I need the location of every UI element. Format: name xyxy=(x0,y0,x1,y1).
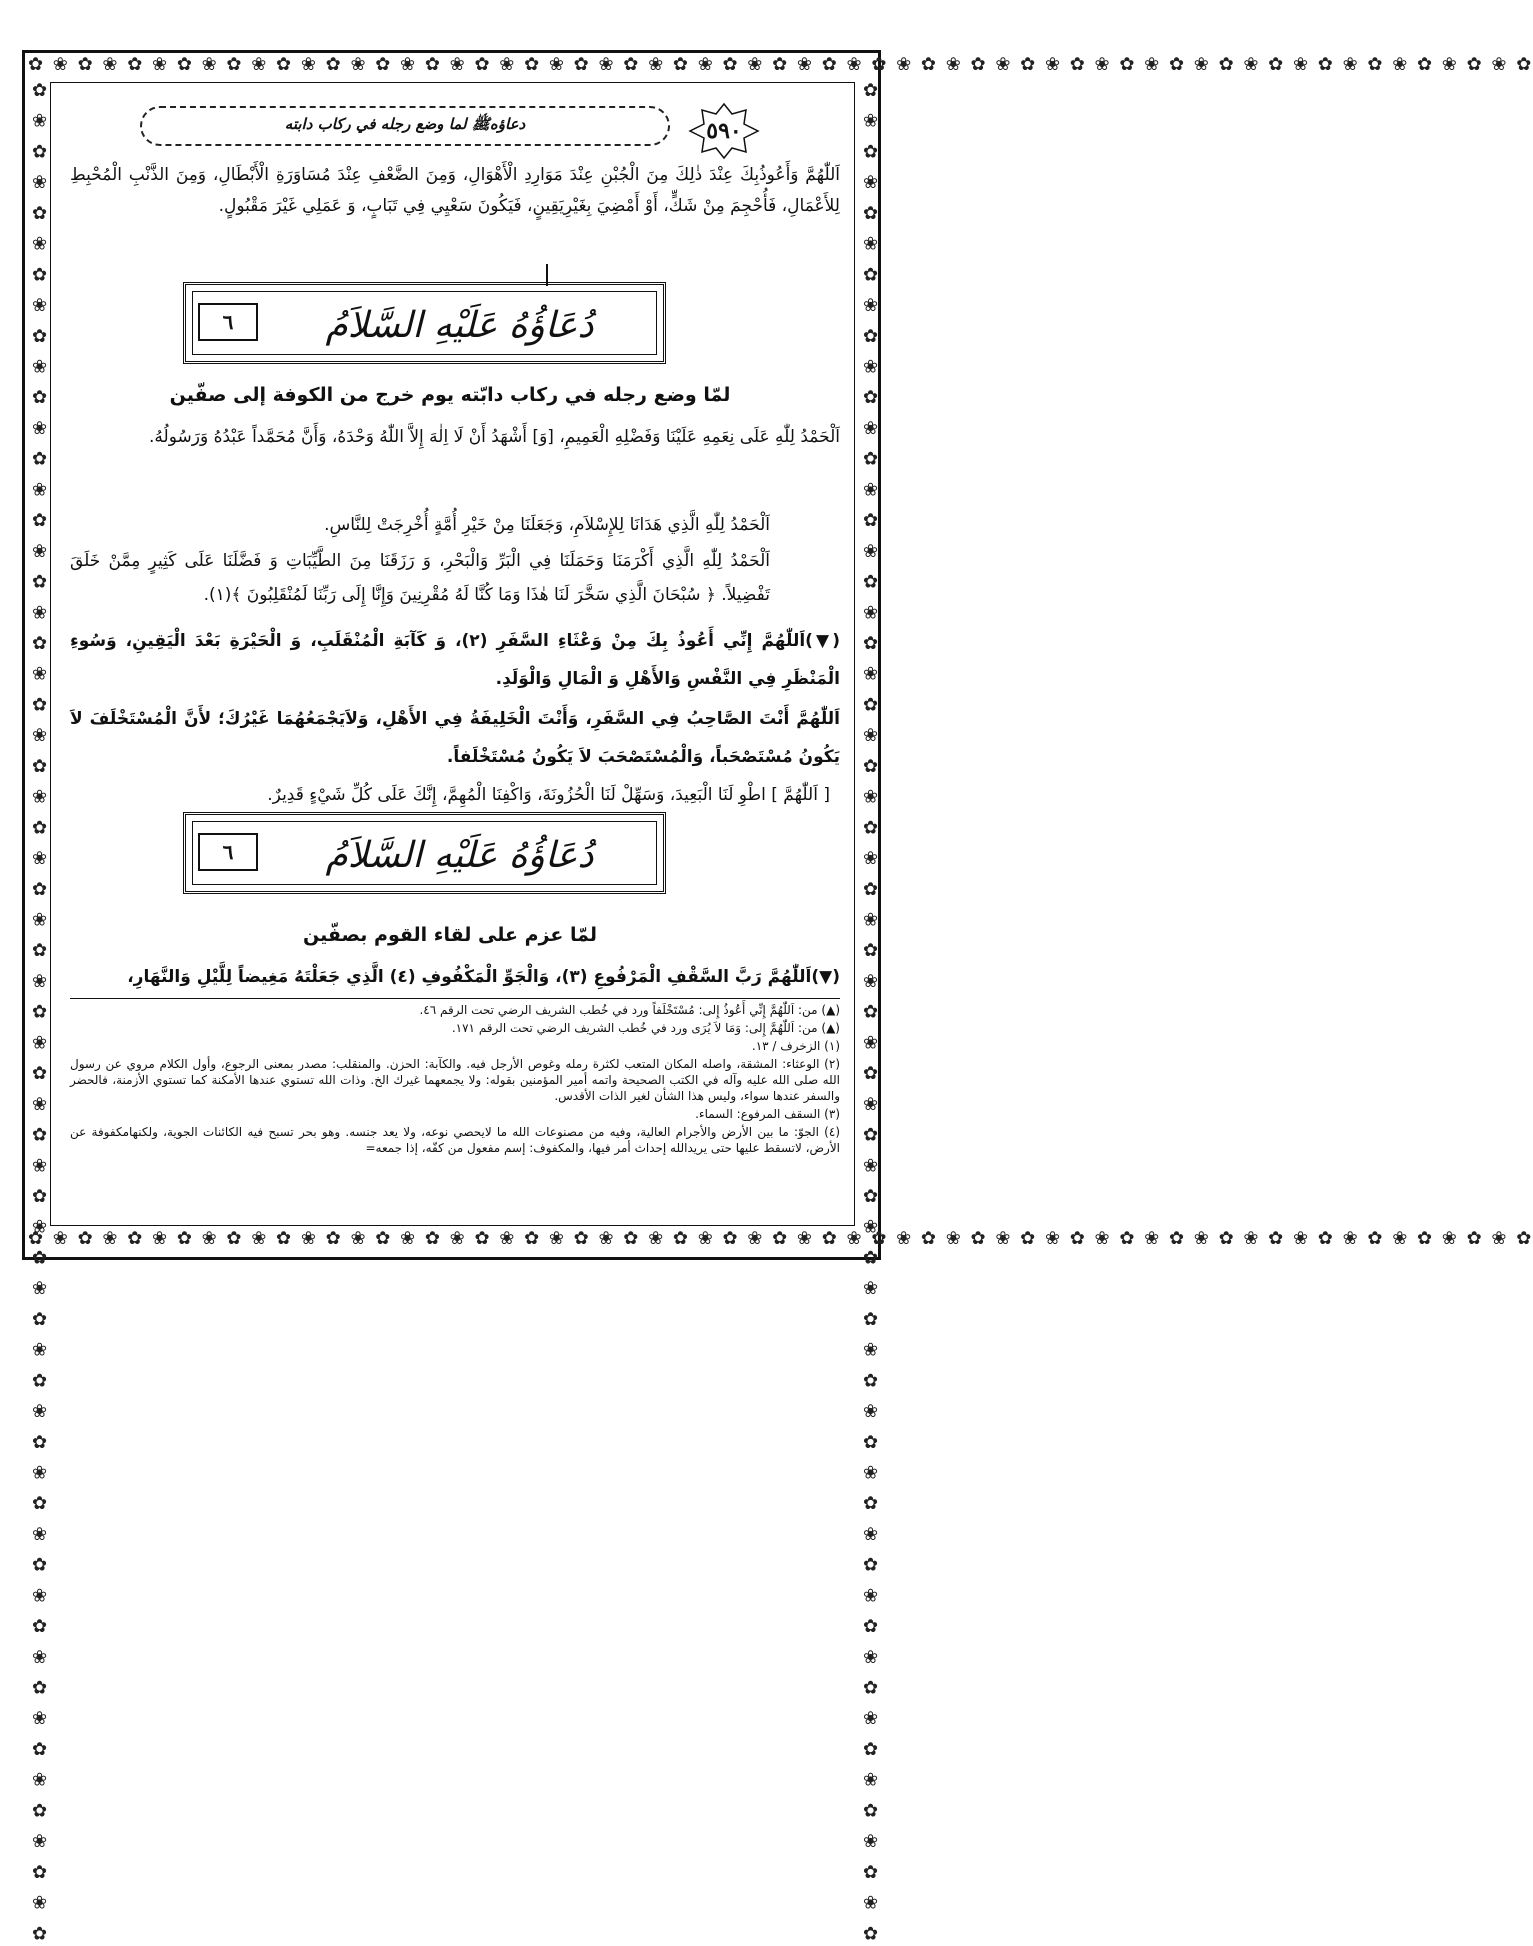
paragraph-5: (▼)اَللّٰهُمَّ إِنِّي أَعُوذُ بِكَ مِنْ وَعْثَاءِ السَّفَرِ (٢)، وَ كَآبَةِ الْمُنْقَلَبِ، وَ الْحَيْرَةِ بَعْدَ الْيَقِينِ، وَسُوءِ الْمَنْظَرِ فِي النَّفْسِ وَالأَهْلِ وَ الْمَالِ وَالْوَلَدِ. xyxy=(70,631,841,689)
footnote-item: (٤) الجوّ: ما بين الأرض والأجرام العالية، وفيه من مصنوعات الله ما لايحصي نوعه، ولا يعد جنسه. وهو بحر تسبح فيه الكائنات الجوية، ولكنهامكفوفة عن الأرض، لاتسقط عليها حتى يريدالله إحداث أمر فيها، والمكفوف: إسم مفعول من كفّه، إذا جمعه= xyxy=(70,1125,840,1155)
section-number: ٦ xyxy=(198,303,258,341)
paragraph-6: اَللّٰهُمَّ أَنْتَ الصَّاحِبُ فِي السَّفَرِ، وَأَنْتَ الْخَلِيفَةُ فِي الأَهْلِ، وَلاَيَجْمَعُهُمَا غَيْرُكَ؛ لأَنَّ الْمُسْتَخْلَفَ لاَ يَكُونُ مُسْتَصْحَباً، وَالْمُسْتَصْحَبَ لاَ يَكُونُ مُسْتَخْلَفاً. xyxy=(70,709,840,767)
footnote-item: (١) الزخرف / ١٣. xyxy=(751,1039,840,1053)
section-number: ٦ xyxy=(198,833,258,871)
section-heading: دُعَاؤُهُ عَلَيْهِ السَّلاَمُ xyxy=(325,304,594,346)
paragraph-8: (▼)اَللّٰهُمَّ رَبَّ السَّقْفِ الْمَرْفُوعِ (٣)، وَالْجَوِّ الْمَكْفُوفِ (٤) الَّذِي جَعَلْتَهُ مَغِيضاً لِلَّيْلِ وَالنَّهَارِ، xyxy=(127,967,840,987)
paragraph-3: اَلْحَمْدُ لِلّٰهِ الَّذِي هَدَانَا لِلإِسْلاَمِ، وَجَعَلَنَا مِنْ خَيْرِ أُمَّةٍ أُخْرِجَتْ لِلنَّاسِ. xyxy=(324,515,770,535)
border-ornament-left: ✿ ❀ ✿ ❀ ✿ ❀ ✿ ❀ ✿ ❀ ✿ ❀ ✿ ❀ ✿ ❀ ✿ ❀ ✿ ❀ ✿ ❀ ✿ ❀ ✿ ❀ ✿ ❀ ✿ ❀ ✿ ❀ ✿ ❀ ✿ ❀ ✿ ❀ ✿ ❀ ✿ ❀ ✿ ❀ ✿ ❀ ✿ ❀ ✿ ❀ ✿ ❀ ✿ ❀ ✿ ❀ ✿ ❀ ✿ ❀ ✿ xyxy=(29,80,50,1946)
footnotes xyxy=(70,1002,840,1158)
paragraph-1: اَللّٰهُمَّ وَأَعُوذُبِكَ عِنْدَ ذٰلِكَ مِنَ الْجُبْنِ عِنْدَ مَوَارِدِ الْأَهْوَالِ، وَمِنَ الضَّعْفِ عِنْدَ مُسَاوَرَةِ الْأَبْطَالِ، وَمِنَ الذَّنْبِ الْمُحْبِطِ لِلأَعْمَالِ، فَأُحْجِمَ مِنْ شَكٍّ، أَوْ أَمْضِيَ بِغَيْرِيَقِينٍ، فَيَكُونَ سَعْيِي فِي تَبَابٍ، وَ عَمَلِي غَيْرَ مَقْبُولٍ. xyxy=(70,165,840,216)
footnote-item: (٣) السقف المرفوع: السماء. xyxy=(695,1107,840,1121)
section-title-box-1 xyxy=(183,282,666,364)
footnote-item: (▲) من: اَللّٰهُمَّ إِلى: وَمَا لاَ يُرَى ورد في خُطب الشريف الرضي تحت الرقم ١٧١. xyxy=(451,1021,840,1035)
section-subtitle-1: لمّا وضع رجله في ركاب دابّته يوم خرج من الكوفة إلى صفّين xyxy=(169,384,731,406)
section-subtitle-2: لمّا عزم على لقاء القوم بصفّين xyxy=(303,924,597,946)
border-ornament-top: ✿ ❀ ✿ ❀ ✿ ❀ ✿ ❀ ✿ ❀ ✿ ❀ ✿ ❀ ✿ ❀ ✿ ❀ ✿ ❀ ✿ ❀ ✿ ❀ ✿ ❀ ✿ ❀ ✿ ❀ ✿ ❀ ✿ ❀ ✿ ❀ ✿ ❀ ✿ ❀ ✿ ❀ ✿ ❀ ✿ ❀ ✿ ❀ ✿ ❀ ✿ ❀ ✿ ❀ ✿ ❀ ✿ ❀ ✿ ❀ ✿ xyxy=(28,54,1533,75)
section-title-box-2 xyxy=(183,812,666,894)
page-number-value: ٥٩٠ xyxy=(706,118,742,144)
paragraph-4: اَلْحَمْدُ لِلّٰهِ الَّذِي أَكْرَمَنَا وَحَمَلَنَا فِي الْبَرِّ وَالْبَحْرِ، وَ رَزَقَنَا مِنَ الطَّيِّبَاتِ وَ فَضَّلَنَا عَلَى كَثِيرٍ مِمَّنْ خَلَقَ تَفْضِيلاً. ﴿ سُبْحَانَ الَّذِي سَخَّرَ لَنَا هٰذَا وَمَا كُنَّا لَهُ مُقْرِنِينَ وَإِنَّا إِلَى رَبِّنَا لَمُنْقَلِبُونَ ﴾(١). xyxy=(70,551,770,605)
footnote-divider xyxy=(70,998,840,999)
footnote-item: (٢) الوعثاء: المشقة، واصله المكان المتعب لكثرة رمله وغوص الأرجل فيه. والكآبة: الحزن. والمنقلب: مصدر بمعنى الرجوع، وأول الكلام مروي عن رسول الله صلى الله عليه وآله في الكتب الصحيحة واتمه أمير المؤمنين بقوله: ولا يجمعهما غيرك الخ. وذات الله تستوي عندها الأمكنة كما تستوي الأزمنة، فالحضر والسفر عندها سواء، وليس هذا الشأن لغير الذات الأقدس. xyxy=(70,1057,840,1103)
paragraph-2: اَلْحَمْدُ لِلّٰهِ عَلَى نِعَمِهِ عَلَيْنَا وَفَضْلِهِ الْعَمِيمِ، [وَ] أَشْهَدُ أَنْ لَا اِلٰهَ إِلاَّ اللّٰهُ وَحْدَهُ، وَأَنَّ مُحَمَّداً عَبْدُهُ وَرَسُولُهُ. xyxy=(149,427,840,447)
border-ornament-right: ✿ ❀ ✿ ❀ ✿ ❀ ✿ ❀ ✿ ❀ ✿ ❀ ✿ ❀ ✿ ❀ ✿ ❀ ✿ ❀ ✿ ❀ ✿ ❀ ✿ ❀ ✿ ❀ ✿ ❀ ✿ ❀ ✿ ❀ ✿ ❀ ✿ ❀ ✿ ❀ ✿ ❀ ✿ ❀ ✿ ❀ ✿ ❀ ✿ ❀ ✿ ❀ ✿ ❀ ✿ ❀ ✿ ❀ ✿ ❀ ✿ xyxy=(860,80,881,1946)
running-header: دعاؤهﷺ لما وضع رجله في ركاب دابته xyxy=(140,106,670,146)
paragraph-7: [ اَللّٰهُمَّ ] اطْوِ لَنَا الْبَعِيدَ، وَسَهِّلْ لَنَا الْحُزُونَةَ، وَاكْفِنَا الْمُهِمَّ، إِنَّكَ عَلَى كُلِّ شَيْءٍ قَدِيرٌ. xyxy=(267,785,830,805)
page-number xyxy=(688,102,760,160)
footnote-item: (▲) من: اَللّٰهُمَّ إِنِّي أَعُوذُ إِلى: مُسْتَخْلَفاً ورد في خُطب الشريف الرضي تحت الرقم ٤٦. xyxy=(419,1003,840,1017)
border-ornament-bottom: ✿ ❀ ✿ ❀ ✿ ❀ ✿ ❀ ✿ ❀ ✿ ❀ ✿ ❀ ✿ ❀ ✿ ❀ ✿ ❀ ✿ ❀ ✿ ❀ ✿ ❀ ✿ ❀ ✿ ❀ ✿ ❀ ✿ ❀ ✿ ❀ ✿ ❀ ✿ ❀ ✿ ❀ ✿ ❀ ✿ ❀ ✿ ❀ ✿ ❀ ✿ ❀ ✿ ❀ ✿ ❀ ✿ ❀ ✿ ❀ ✿ xyxy=(28,1228,1533,1249)
section-heading: دُعَاؤُهُ عَلَيْهِ السَّلاَمُ xyxy=(325,834,594,876)
